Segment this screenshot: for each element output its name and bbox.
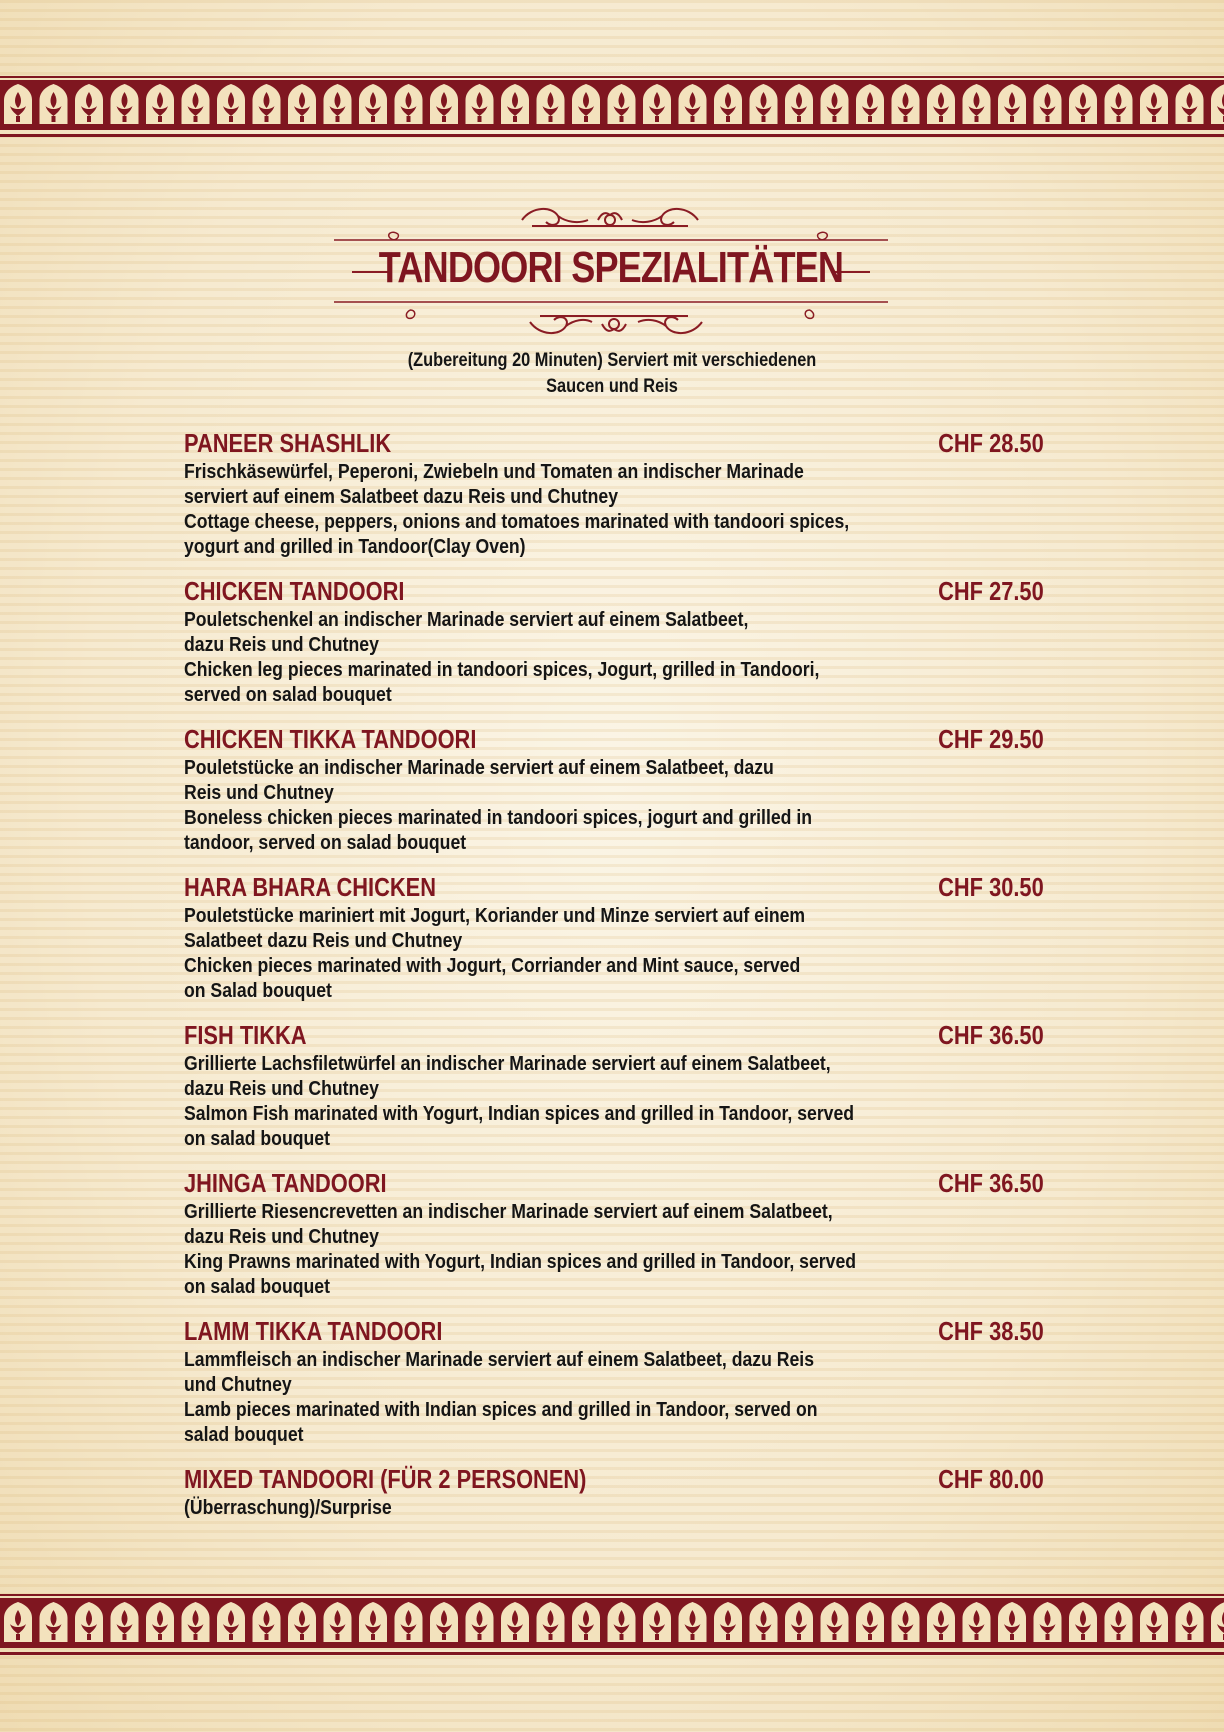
item-price: CHF 36.50: [938, 1168, 1044, 1198]
item-description: [184, 1347, 818, 1447]
description-line: Pouletstücke an indischer Marinade serviert auf einem Salatbeet, dazu: [184, 756, 774, 779]
description-line: dazu Reis und Chutney: [184, 633, 379, 656]
item-name: CHICKEN TANDOORI: [184, 576, 405, 606]
title-block: [326, 198, 896, 348]
item-name: FISH TIKKA: [184, 1020, 307, 1050]
description-line: on salad bouquet: [184, 1127, 330, 1150]
description-line: (Überraschung)/Surprise: [184, 1496, 392, 1519]
description-line: serviert auf einem Salatbeet dazu Reis und Chutney: [184, 485, 619, 508]
description-line: Pouletschenkel an indischer Marinade serviert auf einem Salatbeet,: [184, 608, 749, 631]
item-description: [184, 459, 849, 559]
subtitle-line: (Zubereitung 20 Minuten) Serviert mit verschiedenen: [407, 350, 817, 371]
item-price: CHF 36.50: [938, 1020, 1044, 1050]
subtitle-line: Saucen und Reis: [546, 376, 678, 397]
description-line: Pouletstücke mariniert mit Jogurt, Koriander und Minze serviert auf einem: [184, 904, 806, 927]
item-description: [184, 1495, 392, 1520]
ornamental-pattern-icon: [0, 76, 1224, 140]
page-title: TANDOORI SPEZIALITÄTEN: [378, 243, 844, 292]
description-line: Chicken leg pieces marinated in tandoori spices, Jogurt, grilled in Tandoori,: [184, 658, 820, 681]
description-line: Frischkäsewürfel, Peperoni, Zwiebeln und Tomaten an indischer Marinade: [184, 460, 804, 483]
description-line: Lamb pieces marinated with Indian spices and grilled in Tandoor, served on: [184, 1398, 818, 1421]
item-name: MIXED TANDOORI (FÜR 2 PERSONEN): [184, 1464, 587, 1494]
item-price: CHF 80.00: [938, 1464, 1044, 1494]
description-line: salad bouquet: [184, 1423, 304, 1446]
page-subtitle: [397, 348, 827, 400]
description-line: Boneless chicken pieces marinated in tandoori spices, jogurt and grilled in: [184, 806, 812, 829]
item-description: [184, 607, 819, 707]
item-price: CHF 29.50: [938, 724, 1044, 754]
item-name: JHINGA TANDOORI: [184, 1168, 387, 1198]
ornamental-pattern-icon: [0, 1594, 1224, 1658]
item-price: CHF 28.50: [938, 428, 1044, 458]
description-line: Reis und Chutney: [184, 781, 334, 804]
description-line: on Salad bouquet: [184, 979, 332, 1002]
item-name: CHICKEN TIKKA TANDOORI: [184, 724, 477, 754]
item-description: [184, 903, 805, 1003]
ornamental-border-bottom: [0, 1594, 1224, 1658]
item-name: LAMM TIKKA TANDOORI: [184, 1316, 443, 1346]
description-line: dazu Reis und Chutney: [184, 1225, 379, 1248]
description-line: Salatbeet dazu Reis und Chutney: [184, 929, 463, 952]
item-price: CHF 27.50: [938, 576, 1044, 606]
item-description: [184, 1051, 854, 1151]
description-line: Grillierte Lachsfiletwürfel an indischer Marinade serviert auf einem Salatbeet,: [184, 1052, 831, 1075]
description-line: on salad bouquet: [184, 1275, 330, 1298]
description-line: King Prawns marinated with Yogurt, Indian spices and grilled in Tandoor, served: [184, 1250, 857, 1273]
description-line: tandoor, served on salad bouquet: [184, 831, 467, 854]
description-line: yogurt and grilled in Tandoor(Clay Oven): [184, 535, 526, 558]
item-description: [184, 755, 812, 855]
item-price: CHF 38.50: [938, 1316, 1044, 1346]
description-line: und Chutney: [184, 1373, 292, 1396]
item-name: PANEER SHASHLIK: [184, 428, 392, 458]
item-price: CHF 30.50: [938, 872, 1044, 902]
description-line: served on salad bouquet: [184, 683, 392, 706]
description-line: dazu Reis und Chutney: [184, 1077, 379, 1100]
item-description: [184, 1199, 856, 1299]
item-name: HARA BHARA CHICKEN: [184, 872, 436, 902]
description-line: Salmon Fish marinated with Yogurt, Indian spices and grilled in Tandoor, served: [184, 1102, 855, 1125]
description-line: Chicken pieces marinated with Jogurt, Corriander and Mint sauce, served: [184, 954, 801, 977]
description-line: Lammfleisch an indischer Marinade serviert auf einem Salatbeet, dazu Reis: [184, 1348, 815, 1371]
description-line: Grillierte Riesencrevetten an indischer Marinade serviert auf einem Salatbeet,: [184, 1200, 833, 1223]
description-line: Cottage cheese, peppers, onions and tomatoes marinated with tandoori spices,: [184, 510, 850, 533]
ornamental-border-top: [0, 76, 1224, 140]
